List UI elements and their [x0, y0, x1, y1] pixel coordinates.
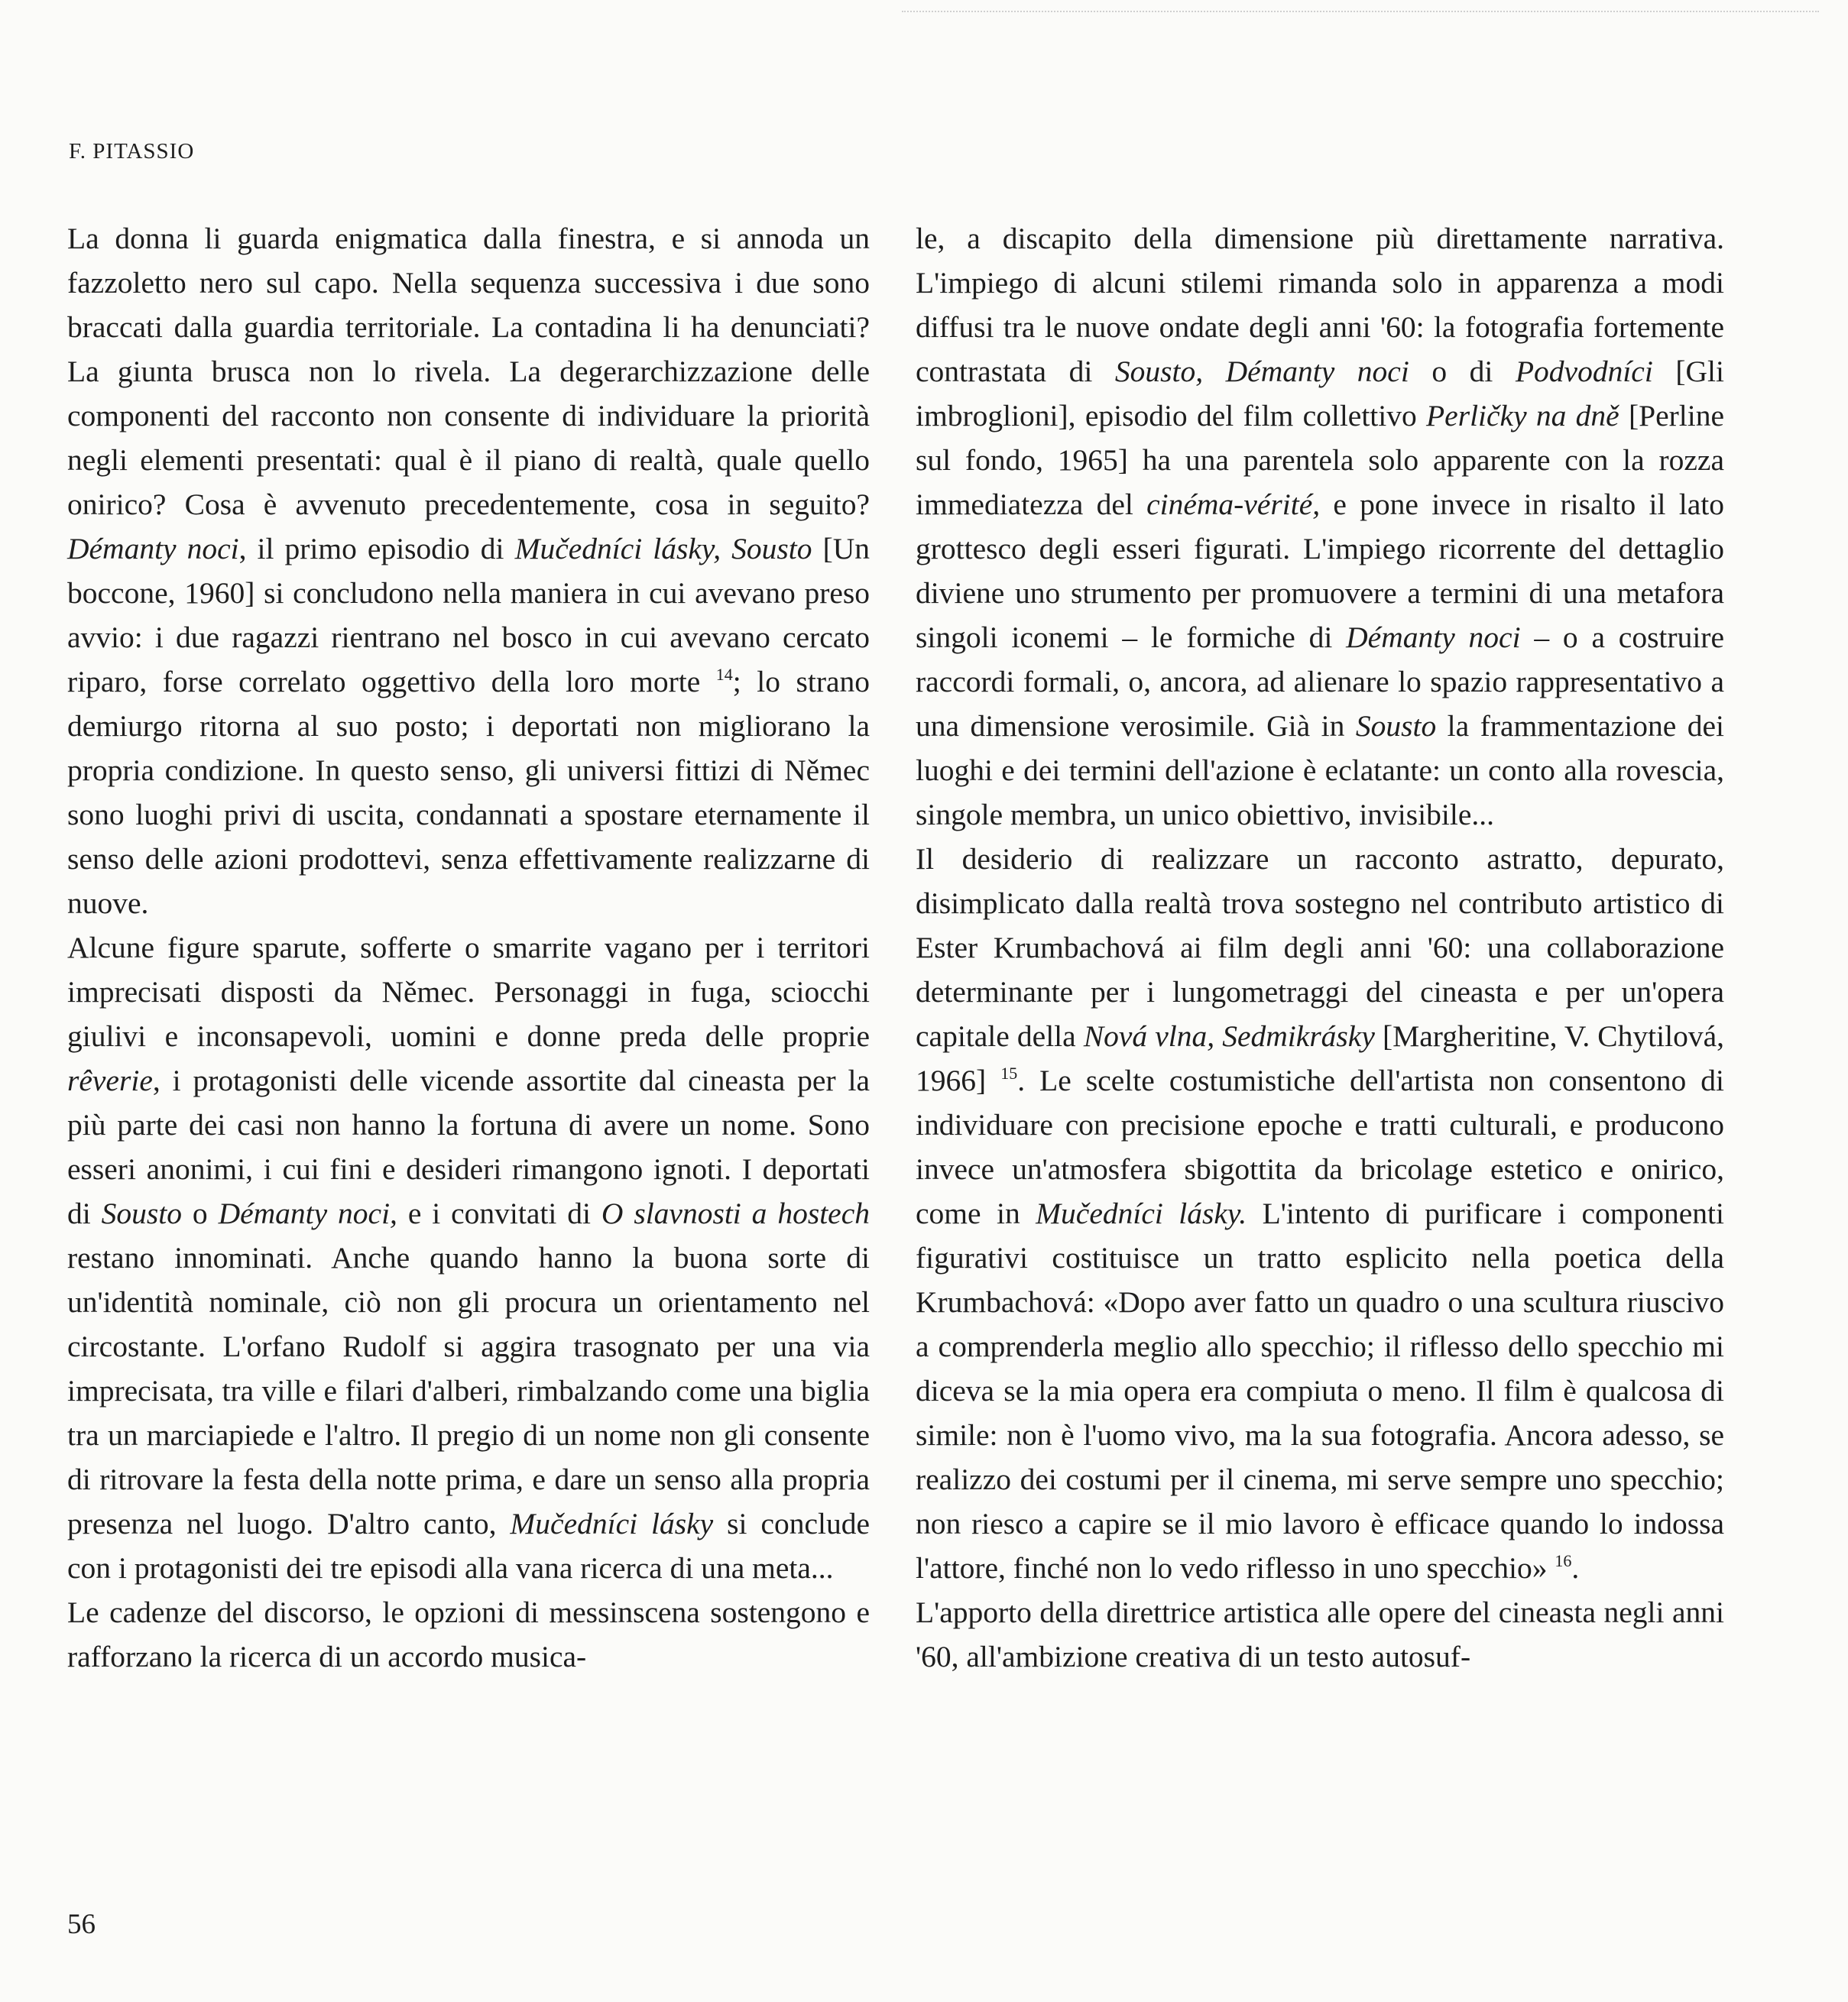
running-head: F. PITASSIO [69, 139, 195, 164]
italic-term: rêverie [67, 1064, 153, 1097]
footnote-ref[interactable]: 16 [1555, 1551, 1572, 1570]
text: . [1571, 1551, 1580, 1585]
text: [Gli imbroglioni], episodio del film collettivo [916, 355, 1724, 432]
film-title: Démanty noci, [218, 1197, 397, 1230]
text: le, a discapito della dimensione più direttamente narrativa. L'impiego di alcuni stilemi rimanda solo in apparenza a modi diffusi tra le nuove ondate degli anni '60: la fotografia fortemente contrastata di [916, 222, 1724, 388]
paragraph [67, 216, 870, 925]
text: [Un boccone, 1960] si concludono nella maniera in cui avevano preso avvio: i due ragazzi rientrano nel bosco in cui avevano cercato riparo, forse correlato oggettivo della loro morte [67, 532, 870, 698]
text: [Perline sul fondo, 1965] ha una parentela solo apparente con la rozza immediatezza del [916, 399, 1724, 521]
italic-term: cinéma-vérité, [1146, 488, 1321, 521]
text: . Le scelte costumistiche dell'artista non consentono di individuare con precisione epoche e tratti culturali, e producono invece un'atmosfera sbigottita da bricolage estetico e onirico, come in [916, 1064, 1724, 1230]
text: e pone invece in risalto il lato grottesco degli esseri figurati. L'impiego ricorrente del dettaglio diviene uno strumento per promuovere a termini di una metafora singoli iconemi – le formiche di [916, 488, 1724, 654]
paragraph [916, 216, 1724, 837]
text: la frammentazione dei luoghi e dei termini dell'azione è eclatante: un conto alla rovescia, singole membra, un unico obiettivo, invisibile... [916, 709, 1724, 831]
top-rule [902, 11, 1819, 12]
film-title: Sousto [1355, 709, 1437, 743]
text: L'intento di purificare i componenti figurativi costituisce un tratto esplicito nella poetica della Krumbachová: «Dopo aver fatto un quadro o una scultura riuscivo a comprenderla meglio allo specchio; il riflesso dello specchio mi diceva se la mia opera era compiuta o meno. Il film è qualcosa di simile: non è l'uomo vivo, ma la sua fotografia. Ancora adesso, se realizzo dei costumi per il cinema, mi serve sempre uno specchio; non riesco a capire se il mio lavoro è efficace quando lo indossa l'attore, finché non lo vedo riflesso in uno specchio» [916, 1197, 1724, 1585]
film-title: Nová vlna, Sedmikrásky [1083, 1019, 1375, 1053]
page-number: 56 [67, 1909, 96, 1940]
film-title: O slavnosti a hostech [601, 1197, 870, 1230]
text: La donna li guarda enigmatica dalla finestra, e si annoda un fazzoletto nero sul capo. Nella sequenza successiva i due sono braccati dalla guardia territoriale. La contadina li ha denunciati? La giunta brusca non lo rivela. La degerarchizzazione delle componenti del racconto non consente di individuare la priorità negli elementi presentati: qual è il piano di realtà, quale quello onirico? Cosa è avvenuto precedentemente, cosa in seguito? [67, 222, 870, 521]
text: , il primo episodio di [238, 532, 515, 565]
footnote-ref[interactable]: 15 [1000, 1064, 1018, 1083]
text: si conclude con i protagonisti dei tre episodi alla vana ricerca di una meta... [67, 1507, 871, 1585]
text: [Margheritine, V. Chytilová, 1966] [916, 1019, 1724, 1097]
right-column [916, 216, 1724, 1679]
text: ; lo strano demiurgo ritorna al suo posto; i deportati non migliorano la propria condizione. In questo senso, gli universi fittizi di Němec sono luoghi privi di uscita, condannati a spostare eternamente il senso delle azioni prodottevi, senza effettivamente realizzarne di nuove. [67, 665, 871, 920]
footnote-ref[interactable]: 14 [715, 665, 733, 684]
text: o di [1409, 355, 1516, 388]
text: Il desiderio di realizzare un racconto astratto, depurato, disimplicato dalla realtà trova sostegno nel contributo artistico di Ester Krumbachová ai film degli anni '60: una collaborazione determinante per i lungometraggi del cineasta e per un'opera capitale della [916, 842, 1724, 1053]
film-title: Perličky na dně [1426, 399, 1619, 432]
paragraph: Le cadenze del discorso, le opzioni di messinscena sostengono e rafforzano la ricerca di un accordo musica- [67, 1595, 870, 1673]
film-title: Sousto, Démanty noci [1114, 355, 1409, 388]
paragraph [67, 925, 870, 1590]
film-title: Podvodníci [1515, 355, 1653, 388]
film-title: Mučedníci lásky, Sousto [514, 532, 812, 565]
text: restano innominati. Anche quando hanno la buona sorte di un'identità nominale, ciò non gli procura un orientamento nel circostante. L'orfano Rudolf si aggira trasognato per una via imprecisata, tra ville e filari d'alberi, rimbalzando come una biglia tra un marciapiede e l'altro. Il pregio di un nome non gli consente di ritrovare la festa della notte prima, e dare un senso alla propria presenza nel luogo. D'altro canto, [67, 1241, 870, 1540]
text: o [182, 1197, 219, 1230]
text: e i convitati di [397, 1197, 601, 1230]
paragraph: L'apporto della direttrice artistica alle opere del cineasta negli anni '60, all'ambizione creativa di un testo autosuf- [916, 1595, 1724, 1673]
left-column [67, 216, 870, 1679]
text: – o a costruire raccordi formali, o, ancora, ad alienare lo spazio rappresentativo a una dimensione verosimile. Già in [916, 620, 1724, 743]
film-title: Démanty noci [1346, 620, 1521, 654]
film-title: Mučedníci lásky. [1036, 1197, 1247, 1230]
paragraph [916, 837, 1724, 1590]
text: Alcune figure sparute, sofferte o smarrite vagano per i territori imprecisati disposti da Němec. Personaggi in fuga, sciocchi giulivi e inconsapevoli, uomini e donne preda delle proprie [67, 931, 870, 1053]
film-title: Mučedníci lásky [510, 1507, 714, 1540]
film-title: Démanty noci [67, 532, 239, 565]
film-title: Sousto [101, 1197, 182, 1230]
text: , i protagonisti delle vicende assortite dal cineasta per la più parte dei casi non hanno la fortuna di avere un nome. Sono esseri anonimi, i cui fini e desideri rimangono ignoti. I deportati di [67, 1064, 870, 1230]
